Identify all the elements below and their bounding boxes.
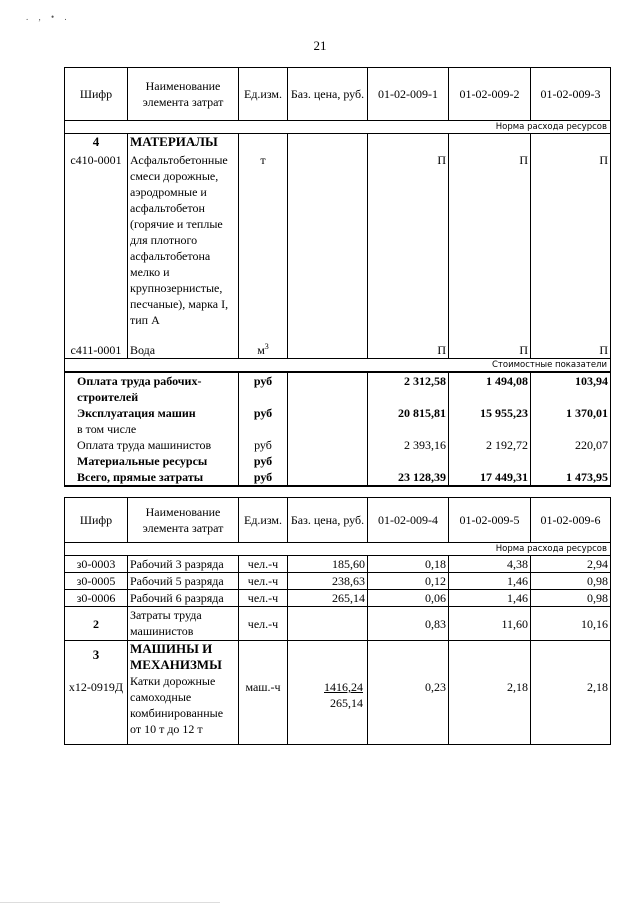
table-row [65,152,611,342]
worker-value-1: 0,12 [368,573,449,590]
labor-value-2: 11,60 [449,607,531,641]
item-value-2: П [449,342,531,359]
worker-value-2: 4,38 [449,556,531,573]
subheader-cost-label: Стоимостные показатели [65,359,611,373]
worker-value-1: 0,06 [368,590,449,607]
header-unit: Ед.изм. [239,498,288,543]
header-code: Шифр [65,68,128,121]
worker-value-3: 0,98 [531,590,611,607]
table-row [65,342,611,359]
machine-item-code: х12-0919Д [68,680,124,694]
cost-row [65,372,611,405]
cost-value-3: 1 370,01 [531,405,611,421]
header-col-6: 01-02-009-6 [531,498,611,543]
cost-name: Материальные ресурсы [65,453,239,469]
cost-row [65,437,611,453]
cost-value-3: 220,07 [531,437,611,453]
item-value-2: П [449,152,531,342]
cost-value-3: 1 473,95 [531,469,611,486]
machines-code-cell [65,641,128,745]
header-col-4: 01-02-009-4 [368,498,449,543]
table2-header-row [65,498,611,543]
cost-row [65,453,611,469]
cost-value-1: 2 312,58 [368,372,449,405]
machine-item-price-2: 265,14 [330,696,363,710]
cost-value-3: 103,94 [531,372,611,405]
table-row [65,556,611,573]
labor-row [65,607,611,641]
cost-value-2: 1 494,08 [449,372,531,405]
cost-unit: руб [239,405,288,421]
worker-code: з0-0003 [65,556,128,573]
labor-name: Затраты труда машинистов [128,607,239,641]
cost-name: Оплата труда рабочих-строителей [65,372,239,405]
worker-name: Рабочий 6 разряда [128,590,239,607]
cost-value-2: 15 955,23 [449,405,531,421]
worker-code: з0-0006 [65,590,128,607]
header-col-3: 01-02-009-3 [531,68,611,121]
resource-table-1 [64,67,611,487]
resource-table-2 [64,497,611,745]
worker-price: 238,63 [288,573,368,590]
section-title: МАТЕРИАЛЫ [128,134,239,152]
worker-value-1: 0,18 [368,556,449,573]
item-name: Вода [128,342,239,359]
header-price: Баз. цена, руб. [288,68,368,121]
cost-name: Оплата труда машинистов [65,437,239,453]
worker-name: Рабочий 5 разряда [128,573,239,590]
machine-item-value-3: 2,18 [531,641,611,745]
subheader-norma [65,543,611,556]
machines-name-cell [128,641,239,745]
cost-name: Эксплуатация машин [65,405,239,421]
machine-item-unit: маш.-ч [239,641,288,745]
table-row [65,573,611,590]
item-code: с411-0001 [65,342,128,359]
cost-value-1: 20 815,81 [368,405,449,421]
cost-row-total [65,469,611,486]
machine-item-value-2: 2,18 [449,641,531,745]
cost-row [65,405,611,421]
item-unit: $м^3$ [239,342,288,359]
header-col-5: 01-02-009-5 [449,498,531,543]
table-row [65,590,611,607]
item-name: Асфальтобетонные смеси дорожные, аэродромные и асфальтобетон (горячие и теплые для плотного асфальтобетона мелко и крупнозернистые, песчаные), марка I, тип А [128,152,239,342]
labor-value-3: 10,16 [531,607,611,641]
worker-value-2: 1,46 [449,590,531,607]
subheader-norma-label: Норма расхода ресурсов [65,543,611,556]
cost-name: в том числе [65,421,239,437]
item-value-1: П [368,152,449,342]
worker-value-3: 2,94 [531,556,611,573]
header-name: Наименование элемента затрат [128,498,239,543]
cost-name: Всего, прямые затраты [65,469,239,486]
cost-row [65,421,611,437]
worker-value-2: 1,46 [449,573,531,590]
header-col-2: 01-02-009-2 [449,68,531,121]
subheader-norma [65,121,611,134]
machine-item-name: Катки дорожные самоходные комбинированные от 10 т до 12 т [130,674,224,736]
labor-code: 2 [65,607,128,641]
worker-value-3: 0,98 [531,573,611,590]
section-code: 4 [65,134,128,152]
worker-price: 265,14 [288,590,368,607]
header-price: Баз. цена, руб. [288,498,368,543]
cost-value-2: 2 192,72 [449,437,531,453]
header-col-1: 01-02-009-1 [368,68,449,121]
table1-header-row [65,68,611,121]
worker-code: з0-0005 [65,573,128,590]
cost-value-1: 23 128,39 [368,469,449,486]
cost-value-2: 17 449,31 [449,469,531,486]
machine-item-value-1: 0,23 [368,641,449,745]
cost-value-1: 2 393,16 [368,437,449,453]
worker-name: Рабочий 3 разряда [128,556,239,573]
item-value-3: П [531,152,611,342]
machine-item-price-cell [288,641,368,745]
item-value-3: П [531,342,611,359]
labor-value-1: 0,83 [368,607,449,641]
cost-unit: руб [239,372,288,405]
cost-unit: руб [239,453,288,469]
worker-unit: чел.-ч [239,590,288,607]
header-name: Наименование элемента затрат [128,68,239,121]
machines-section-title: МАШИНЫ И МЕХАНИЗМЫ [130,641,222,672]
worker-unit: чел.-ч [239,556,288,573]
item-unit: т [239,152,288,342]
item-value-1: П [368,342,449,359]
scan-bottom-edge [0,902,220,903]
labor-unit: чел.-ч [239,607,288,641]
machines-section-row [65,641,611,745]
machine-item-price-1: 1416,24 [324,680,363,694]
scan-corner-mark: . , • . [26,12,71,22]
item-code: с410-0001 [65,152,128,342]
subheader-norma-label: Норма расхода ресурсов [65,121,611,134]
header-unit: Ед.изм. [239,68,288,121]
cost-unit: руб [239,437,288,453]
cost-unit: руб [239,469,288,486]
page-number: 21 [313,38,327,53]
header-code: Шифр [65,498,128,543]
worker-price: 185,60 [288,556,368,573]
subheader-cost [65,359,611,373]
section-materials-row [65,134,611,152]
machines-section-code: 3 [92,647,100,662]
worker-unit: чел.-ч [239,573,288,590]
